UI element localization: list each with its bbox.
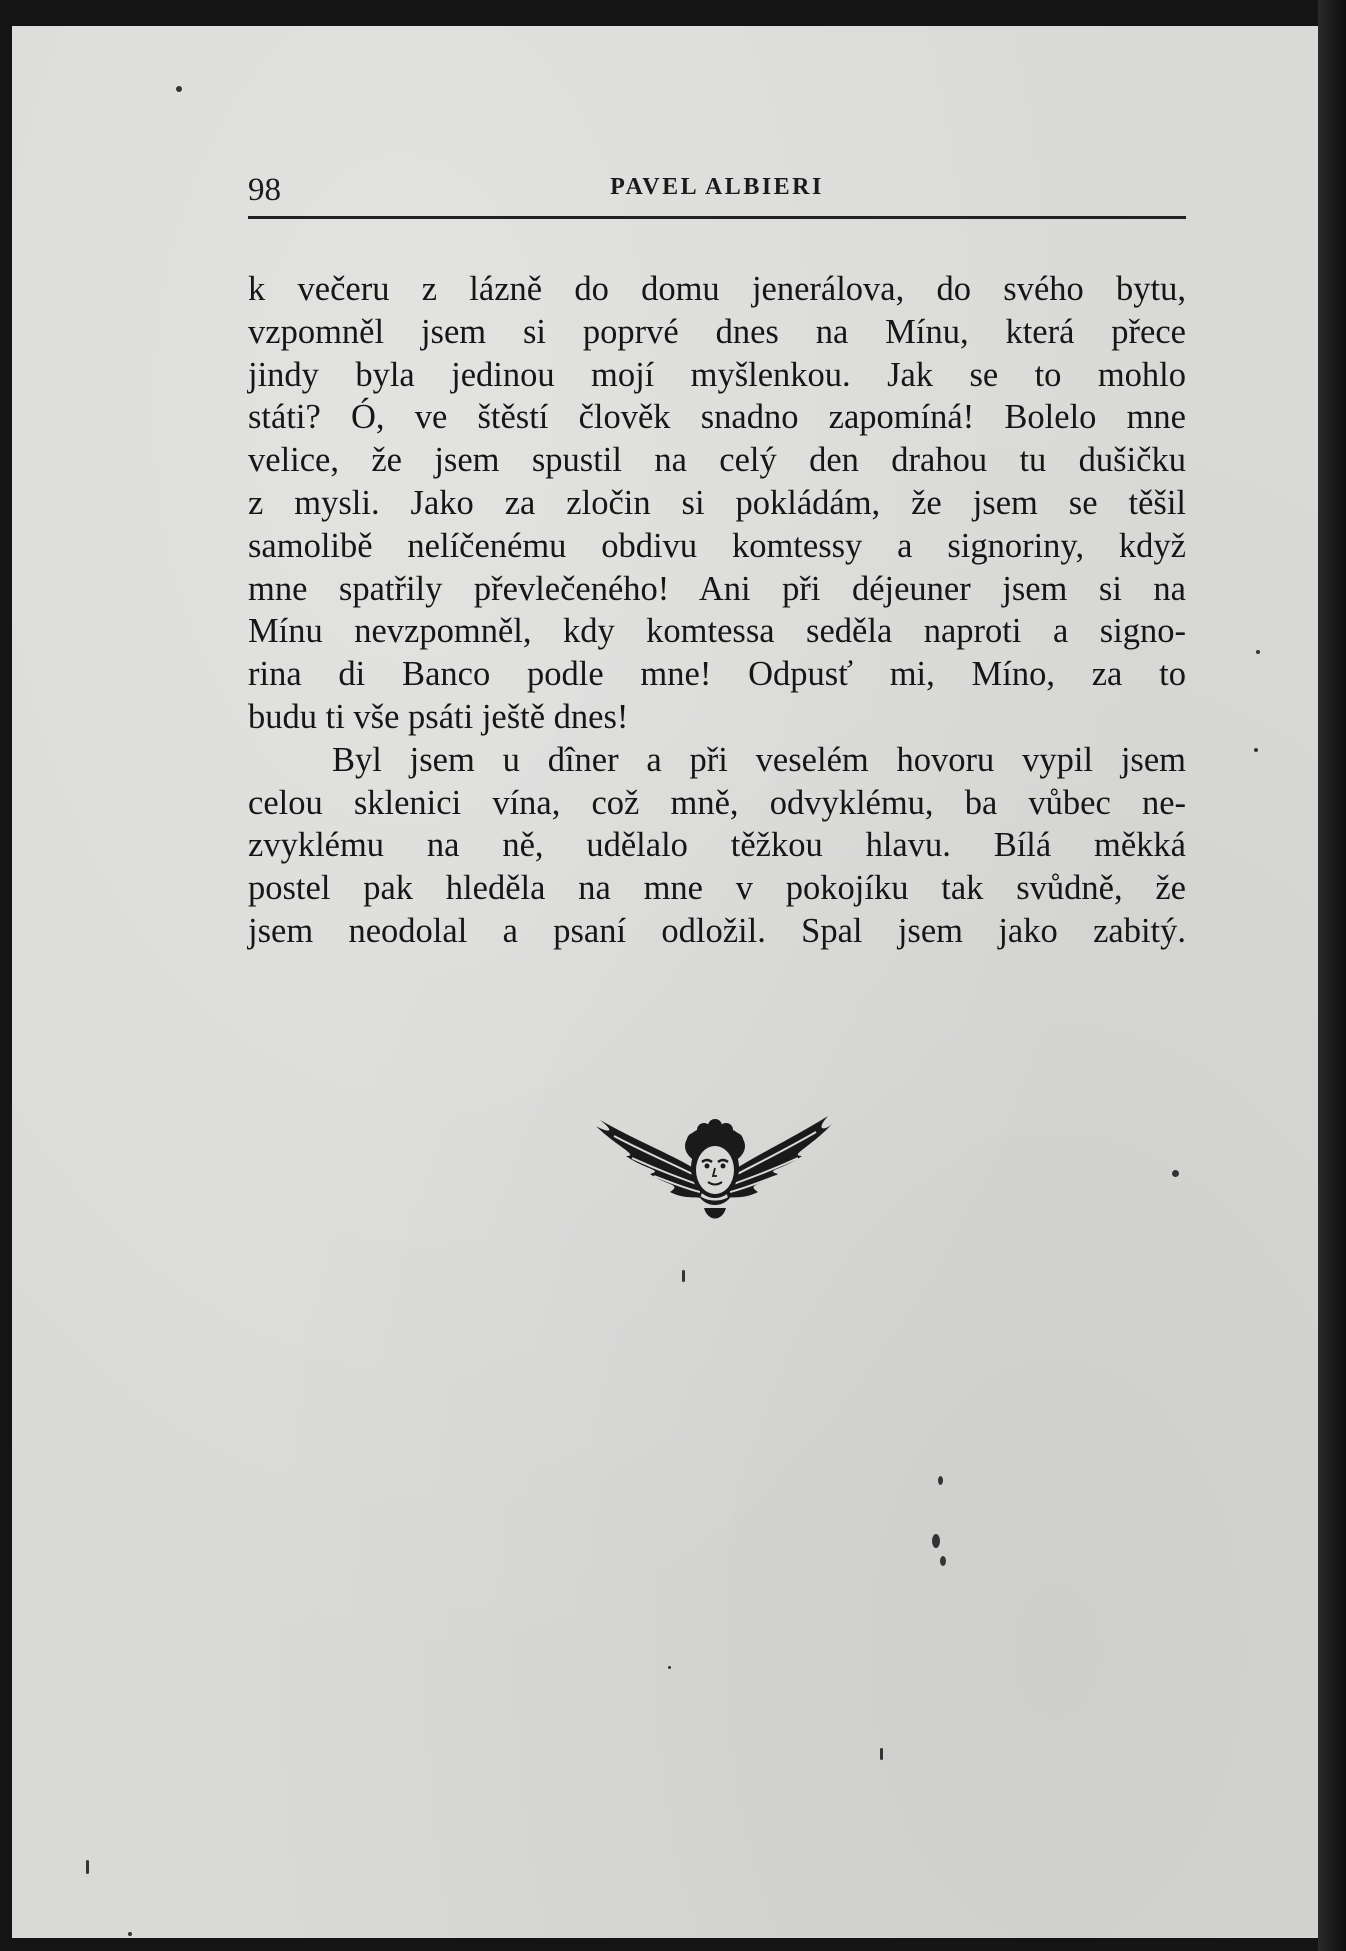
scan-speck [176,86,182,92]
scan-speck [682,1270,685,1282]
page-header [248,164,1186,224]
scan-speck [1254,748,1258,752]
scan-speck [668,1666,671,1669]
scan-speck [880,1748,883,1760]
text-line: celou sklenici vína, což mně, odvyklému, ba vůbec ne- [248,783,1186,822]
header-rule [248,216,1186,219]
text-line: budu ti vše psáti ještě dnes! [248,697,629,736]
text-line: jsem neodolal a psaní odložil. Spal jsem jako zabitý. [248,911,1186,950]
scan-speck [1256,650,1260,654]
text-line: jindy byla jedinou mojí myšlenkou. Jak se to mohlo [248,355,1186,394]
scan-speck [932,1534,940,1548]
text-line: státi? Ó, ve štěstí člověk snadno zapomíná! Bolelo mne [248,398,1186,437]
running-head: PAVEL ALBIERI [610,174,824,200]
text-line: Mínu nevzpomněl, kdy komtessa seděla naproti a signo- [248,612,1186,651]
text-line: samolibě nelíčenému obdivu komtessy a signoriny, když [248,526,1186,565]
scan-speck [938,1476,943,1485]
text-line: zvyklému na ně, udělalo těžkou hlavu. Bílá měkká [248,826,1186,865]
winged-cherub-icon [596,1112,832,1236]
scan-speck [940,1556,946,1566]
text-line: Byl jsem u dîner a při veselém hovoru vypil jsem [332,740,1186,779]
text-line: mne spatřily převlečeného! Ani při déjeuner jsem si na [248,569,1186,608]
body-text [248,268,1186,953]
text-line: rina di Banco podle mne! Odpusť mi, Míno, za to [248,655,1186,694]
scan-speck [1172,1170,1179,1177]
book-spine-edge [1318,0,1346,1951]
text-line: vzpomněl jsem si poprvé dnes na Mínu, která přece [248,312,1186,351]
text-line: z mysli. Jako za zločin si pokládám, že jsem se těšil [248,483,1186,522]
text-line: postel pak hleděla na mne v pokojíku tak svůdně, že [248,869,1186,908]
scan-speck [128,1932,132,1936]
page-number: 98 [248,172,281,208]
scan-speck [86,1860,89,1874]
text-line: velice, že jsem spustil na celý den drahou tu dušičku [248,441,1186,480]
text-line: k večeru z lázně do domu jenerálova, do svého bytu, [248,270,1186,308]
